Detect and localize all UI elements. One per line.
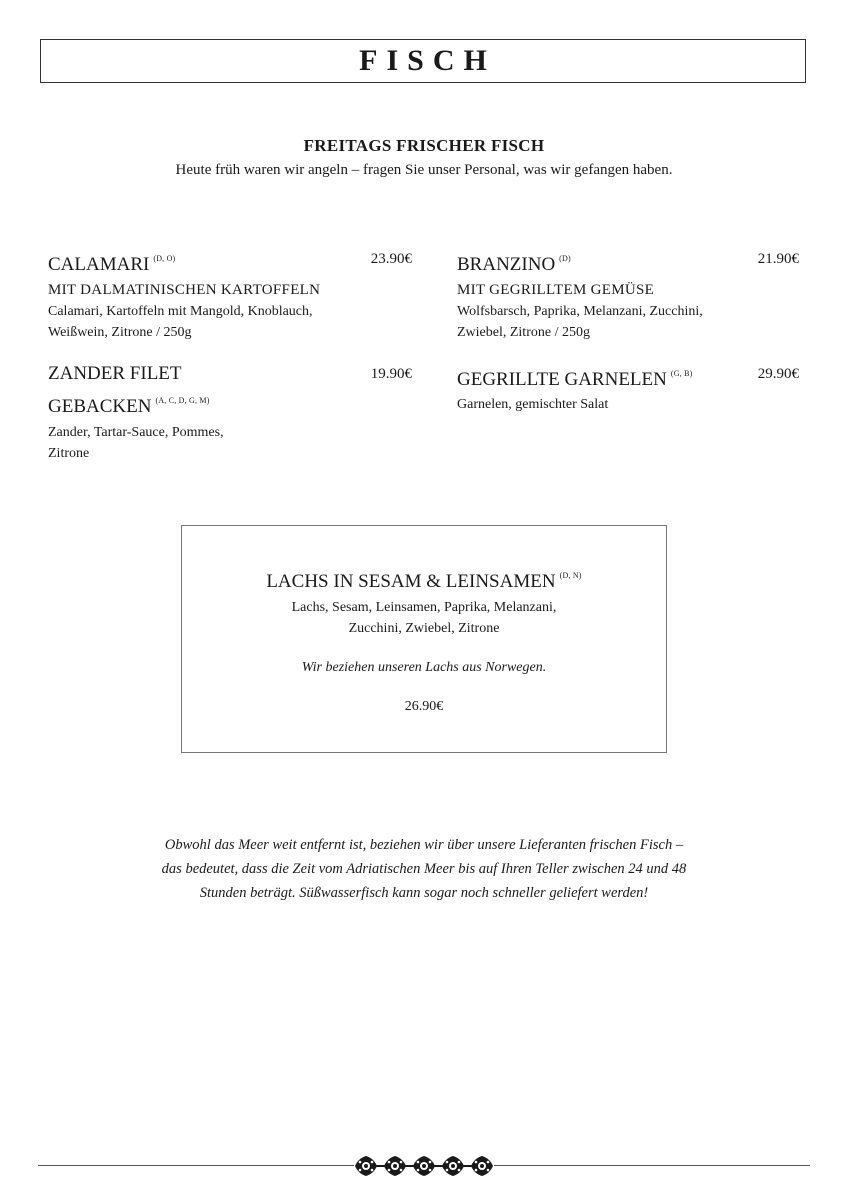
dish-title: BRANZINO [457,254,556,275]
dish-title: GEGRILLTE GARNELEN [457,369,667,390]
dish-price: 21.90€ [757,251,799,267]
dish-name [48,389,416,419]
allergen-codes: (D, N) [559,571,582,580]
featured-description [182,597,666,639]
intro-heading: FREITAGS FRISCHER FISCH [303,136,545,155]
dish-description-line: Garnelen, gemischter Salat [457,397,609,412]
dish-title: CALAMARI [48,254,150,275]
dish-description-line: Zitrone [48,446,90,461]
dish-description-line: Zwiebel, Zitrone / 250g [457,325,590,340]
divider-right [494,1165,810,1166]
menu-item-zander-filet [48,362,416,464]
dish-description-line: Zucchini, Zwiebel, Zitrone [348,621,500,636]
dish-description-line: Lachs, Sesam, Leinsamen, Paprika, Melanzani, [291,600,557,615]
dish-description-line: Zander, Tartar-Sauce, Pommes, [48,425,224,440]
dish-subtitle: MIT GEGRILLTEM GEMÜSE [457,282,655,298]
allergen-codes: (D) [559,254,571,263]
intro-text: Heute früh waren wir angeln – fragen Sie unser Personal, was wir gefangen haben. [175,162,673,178]
footer-note-line: Obwohl das Meer weit entfernt ist, beziehen wir über unsere Lieferanten frischen Fisch – [164,837,684,853]
dish-title-line: ZANDER FILET [48,363,182,384]
footer-note [90,833,758,905]
featured-dish-box [181,525,667,753]
allergen-codes: (G, B) [670,369,693,378]
menu-item-calamari [48,247,416,343]
dish-description-line: Calamari, Kartoffeln mit Mangold, Knoblauch, [48,304,313,319]
dish-description-line: Weißwein, Zitrone / 250g [48,325,192,340]
dish-name [48,247,416,277]
divider-left [38,1165,354,1166]
allergen-codes: (A, C, D, G, M) [155,396,210,405]
menu-item-gegrillte-garnelen [457,362,803,415]
dish-name [457,247,803,277]
dish-name [457,362,803,392]
dish-subtitle: MIT DALMATINISCHEN KARTOFFELN [48,282,321,298]
page-title: FISCH [359,44,496,77]
floral-ornament-icon [352,1152,496,1180]
allergen-codes: (D, O) [153,254,176,263]
dish-description-line: Wolfsbarsch, Paprika, Melanzani, Zucchini, [457,304,703,319]
footer-note-line: das bedeutet, dass die Zeit vom Adriatischen Meer bis auf Ihren Teller zwischen 24 und 48 [161,861,687,877]
dish-price: 23.90€ [370,251,412,267]
menu-item-branzino [457,247,803,343]
footer-note-line: Stunden beträgt. Süßwasserfisch kann sogar noch schneller geliefert werden! [199,885,649,901]
featured-price: 26.90€ [404,699,444,714]
dish-title: LACHS IN SESAM & LEINSAMEN [266,571,556,592]
featured-note: Wir beziehen unseren Lachs aus Norwegen. [301,660,547,675]
dish-price: 19.90€ [370,366,412,382]
dish-title-line: GEBACKEN [48,396,152,417]
featured-dish-name [182,564,666,594]
dish-price: 29.90€ [757,366,799,382]
page-title-box [40,39,806,83]
